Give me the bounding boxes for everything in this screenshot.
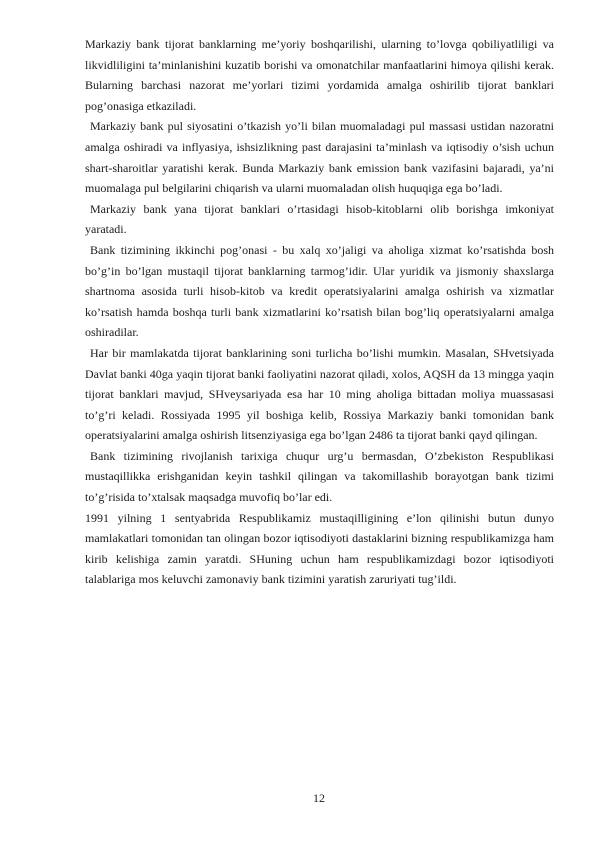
body-text xyxy=(85,34,554,590)
paragraph: Har bir mamlakatda tijorat banklarining soni turlicha bo’lishi mumkin. Masalan, SHvetsiyada Davlat banki 40ga yaqin tijorat banki faoliyatini nazorat qiladi, xolos, AQSH da 13 mingga yaqin tijorat banklari mavjud, SHveysariyada esa har 10 ming aholiga bittadan moliya muassasasi to’g’ri keladi. Rossiyada 1995 yil boshiga kelib, Rossiya Markaziy banki tomonidan bank operatsiyalarini amalga oshirish litsenziyasiga ega bo’lgan 2486 ta tijorat banki qayd qilingan. xyxy=(85,345,554,443)
paragraph: Bank tizimining rivojlanish tarixiga chuqur urg’u bermasdan, O’zbekiston Respublikasi mustaqillikka erishganidan keyin tashkil qilingan va takomillashib borayotgan bank tizimi to’g’risida to’xtalsak maqsadga muvofiq bo’lar edi. xyxy=(85,448,554,505)
paragraph: Markaziy bank yana tijorat banklari o’rtasidagi hisob-kitoblarni olib borishga imkoniyat yaratadi. xyxy=(85,201,554,237)
paragraph: Markaziy bank tijorat banklarning me’yoriy boshqarilishi, ularning to’lovga qobiliyatliligi va likvidliligini ta’minlanishini kuzatib borishi va omonatchilar manfaatlarini himoya qilishi kerak. Bularning barchasi nazorat me’yorlari tizimi yordamida amalga oshirilib tijorat banklari pog’onasiga etkaziladi. xyxy=(85,37,554,113)
page-number: 12 xyxy=(313,791,325,805)
paragraph: Bank tizimining ikkinchi pog’onasi - bu xalq xo’jaligi va aholiga xizmat ko’rsatishda bosh bo’g’in bo’lgan mustaqil tijorat banklarning tarmog’idir. Ular yuridik va jismoniy shaxslarga shartnoma asosida turli hisob-kitob va kredit operatsiyalarini amalga oshirish va xizmatlar ko’rsatish hamda boshqa turli bank xizmatlarini ko’rsatish bilan bog’liq operatsiyalarni amalga oshiradilar. xyxy=(85,242,554,340)
paragraph: Markaziy bank pul siyosatini o’tkazish yo’li bilan muomaladagi pul massasi ustidan nazoratni amalga oshiradi va inflyasiya, ishsizlikning past darajasini ta’minlash va iqtisodiy o’sish uchun shart-sharoitlar yaratishi kerak. Bunda Markaziy bank emission bank vazifasini bajaradi, ya’ni muomalaga pul belgilarini chiqarish va ularni muomaladan olish huquqiga ega bo’ladi. xyxy=(85,119,554,196)
paragraph: 1991 yilning 1 sentyabrida Respublikamiz mustaqilligining e’lon qilinishi butun dunyo mamlakatlari tomonidan tan olingan bozor iqtisodiyoti dastaklarini bizning respublikamizga ham kirib kelishiga zamin yaratdi. SHuning uchun ham respublikamizdagi bozor iqtisodiyoti talablariga mos keluvchi zamonaviy bank tizimini yaratish zaruriyati tug’ildi. xyxy=(85,510,554,587)
